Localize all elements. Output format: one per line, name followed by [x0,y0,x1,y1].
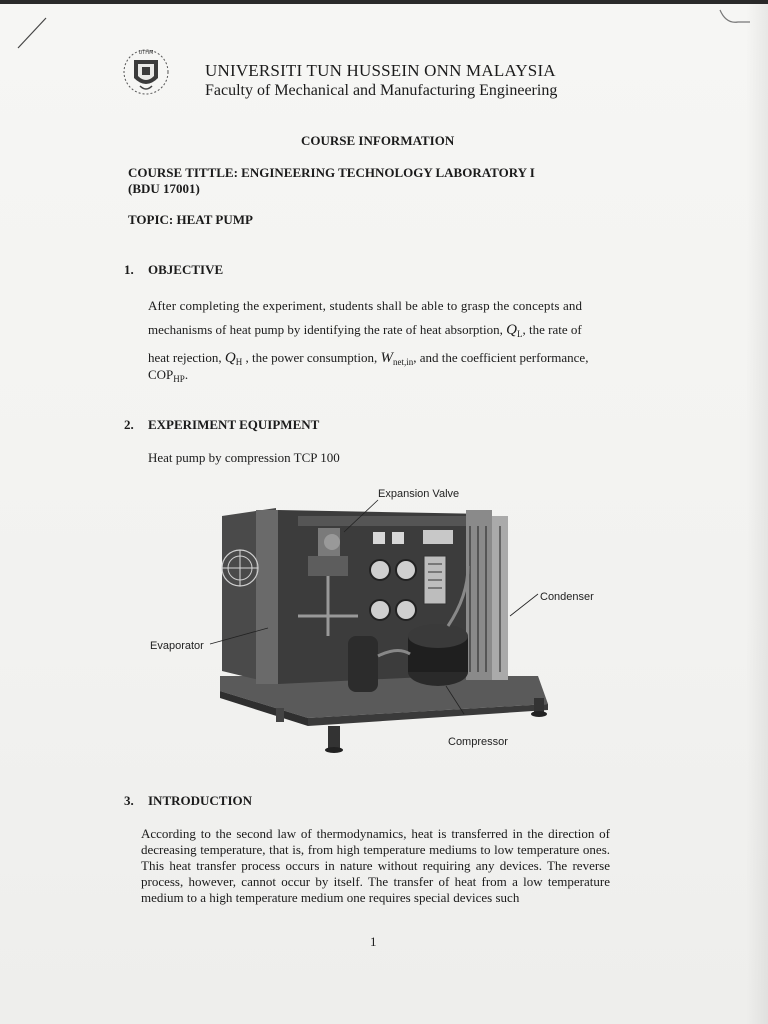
objective-line-4 [148,367,188,384]
staple-mark [716,6,752,28]
objective-text: , the rate of [522,322,582,337]
ql-symbol: $Q_L$ [506,322,523,339]
course-title-line: COURSE TITTLE: ENGINEERING TECHNOLOGY LABORATORY I [128,165,535,180]
objective-text: heat rejection, [148,350,222,365]
university-name: UNIVERSITI TUN HUSSEIN ONN MALAYSIA [205,61,556,80]
objective-text: COP [148,367,174,382]
course-title [128,165,535,197]
qh-symbol: $Q_H$ [224,350,243,367]
scan-edge-shadow [746,0,768,1024]
equipment-heading [124,417,319,433]
course-information-heading: COURSE INFORMATION [301,133,455,148]
university-logo [120,46,172,102]
cop-subscript: HP [173,374,185,384]
objective-text: mechanisms of heat pump by identifying the rate of heat absorption, [148,322,503,337]
page-number: 1 [370,934,377,949]
section-title: INTRODUCTION [148,793,253,808]
section-number: 3. [124,793,134,808]
topic-heading: TOPIC: HEAT PUMP [128,212,253,227]
introduction-heading [124,793,252,809]
scan-top-edge [0,0,768,4]
section-number: 1. [124,262,134,277]
section-title: OBJECTIVE [148,262,224,277]
introduction-paragraph: According to the second law of thermodynamics, heat is transferred in the direction of decreasing temperature, that is, from high temperature mediums to low temperature ones. This heat transfer process occurs in nature without requiring any devices. The reverse process, however, cannot occur by itself. The transfer of heat from a low temperature medium to a high temperature medium one requires special devices such [141,826,610,905]
faculty-name: Faculty of Mechanical and Manufacturing Engineering [205,82,558,99]
objective-heading [124,262,223,278]
heat-pump-figure [148,486,628,756]
pen-stroke-mark [16,16,50,50]
heat-pump-illustration [148,486,628,756]
expansion-valve-label: Expansion Valve [378,488,460,500]
objective-line-3 [148,350,588,367]
section-title: EXPERIMENT EQUIPMENT [148,417,320,432]
logo-text: UTHM [138,50,154,56]
objective-text: . [184,367,189,382]
equipment-description: Heat pump by compression TCP 100 [148,450,340,465]
compressor-label: Compressor [448,736,508,748]
condenser-label: Condenser [540,591,594,603]
objective-line-1: After completing the experiment, students shall be able to grasp the concepts and [148,298,583,313]
w-symbol: $W_{net,in}$ [380,350,414,367]
course-code: (BDU 17001) [128,181,200,196]
objective-text: , the power consumption, [245,350,378,365]
objective-text: , and the coefficient performance, [413,350,589,365]
objective-line-2 [148,322,582,339]
section-number: 2. [124,417,134,432]
evaporator-label: Evaporator [150,640,204,652]
